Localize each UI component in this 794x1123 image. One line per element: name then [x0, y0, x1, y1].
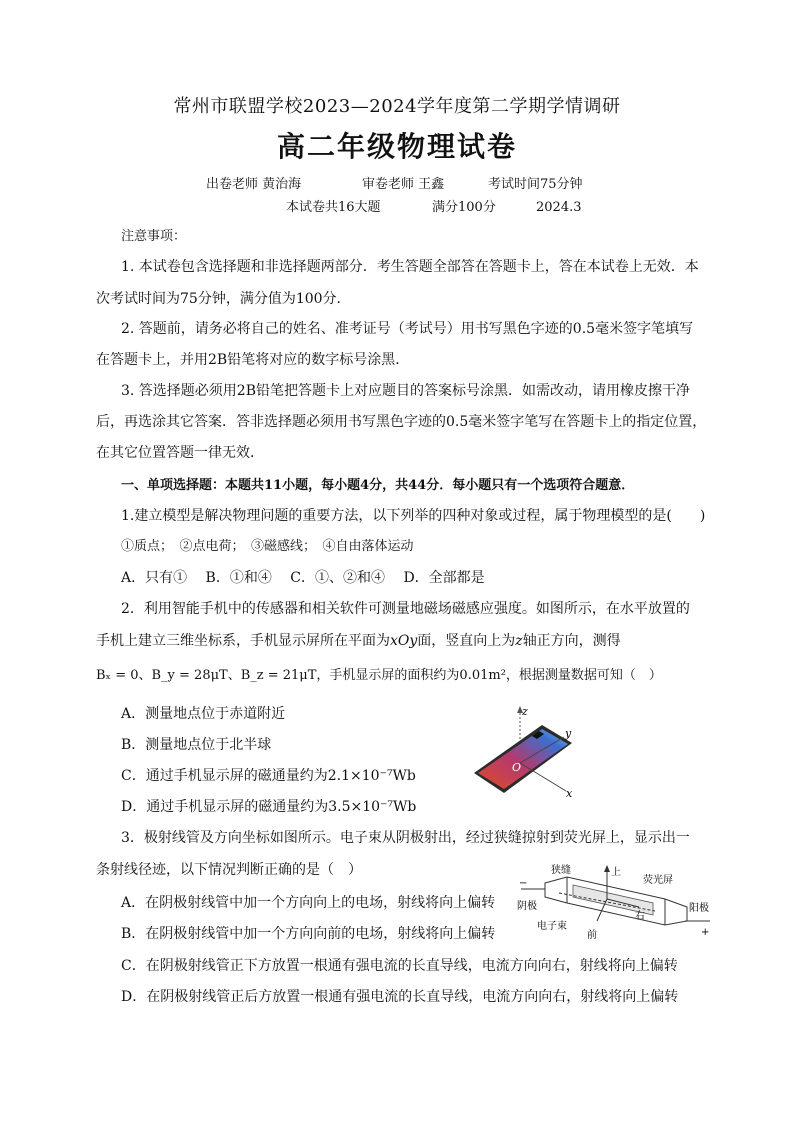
origin-label: O	[512, 761, 522, 774]
q3-stem-line2: 条射线径迹，以下情况判断正确的是（ ）	[96, 862, 362, 878]
notice-line: 3. 答选择题必须用2B铅笔把答题卡上对应题目的答案标号涂黑．如需改动，请用橡皮擦干净	[121, 383, 691, 399]
q2-stem-line1: 2．利用智能手机中的传感器和相关软件可测量地磁场磁感应强度。如图所示，在水平放置的	[121, 601, 690, 617]
q2-option-b: B．测量地点位于北半球	[121, 737, 272, 753]
q2-option-d: D．通过手机显示屏的磁通量约为3.5×10⁻⁷Wb	[121, 799, 417, 815]
label-up: 上	[611, 867, 621, 878]
meta-reviewer: 审卷老师 王鑫	[362, 177, 445, 192]
meta-date: 2024.3	[536, 200, 582, 215]
meta-author: 出卷老师 黄治海	[206, 177, 302, 192]
q2-stem-line2	[96, 632, 621, 650]
cathode-ray-tube-figure	[515, 859, 715, 941]
q2-option-a: A．测量地点位于赤道附近	[121, 706, 286, 722]
q3-stem-line1: 3．极射线管及方向坐标如图所示。电子束从阴极射出，经过狭缝掠射到荧光屏上，显示出一	[121, 830, 690, 846]
q3-option-c: C．在阴极射线管正下方放置一根通有强电流的长直导线，电流方向向右，射线将向上偏转	[121, 958, 678, 974]
label-plus: +	[701, 927, 710, 938]
q3-option-d: D．在阴极射线管正后方放置一根通有强电流的长直导线，电流方向向右，射线将向上偏转	[121, 989, 679, 1005]
notice-line: 次考试时间为75分钟，满分值为100分．	[96, 291, 351, 307]
up-arrowhead	[604, 865, 610, 872]
phone-coordinate-figure	[472, 703, 602, 803]
notice-heading: 注意事项：	[121, 229, 187, 244]
label-anode: 阳极	[689, 903, 709, 914]
y-axis-label: y	[565, 727, 572, 740]
notice-line: 1. 本试卷包含选择题和非选择题两部分．考生答题全部答在答题卡上，答在本试卷上无效．本	[121, 259, 699, 275]
notice-line: 2. 答题前，请务必将自己的姓名、准考证号（考试号）用书写黑色字迹的0.5毫米签字笔填写	[121, 321, 694, 337]
exam-main-title: 高二年级物理试卷	[276, 130, 517, 163]
x-axis-line	[520, 763, 566, 791]
label-front: 前	[587, 930, 597, 941]
meta-question-count: 本试卷共16大题	[286, 200, 381, 215]
q2-axis-label: z	[515, 633, 523, 649]
label-cathode: 阴极	[517, 901, 537, 912]
q1-items: ①质点； ②点电荷； ③磁感线； ④自由落体运动	[121, 539, 414, 554]
notice-line: 在答题卡上，并用2B铅笔将对应的数字标号涂黑．	[96, 352, 410, 368]
q2-stem-text: 手机上建立三维坐标系，手机显示屏所在平面为	[96, 633, 390, 649]
meta-duration: 考试时间75分钟	[488, 177, 583, 192]
exam-header-title: 常州市联盟学校2023—2024学年度第二学期学情调研	[173, 96, 621, 117]
q3-option-b: B．在阴极射线管中加一个方向向前的电场，射线将向上偏转	[121, 926, 496, 942]
notice-line: 在其它位置答题一律无效．	[96, 445, 264, 461]
q2-plane-label: xOy	[390, 633, 418, 649]
meta-full-score: 满分100分	[432, 200, 496, 215]
x-axis-label: x	[566, 787, 573, 800]
section-heading: 一、单项选择题：本题共11小题，每小题4分，共44分．每小题只有一个选项符合题意．	[121, 478, 635, 493]
q2-stem-text: 轴正方向，测得	[522, 633, 621, 649]
q3-option-a: A．在阴极射线管中加一个方向向上的电场，射线将向上偏转	[121, 895, 496, 911]
q2-stem-text: 面，竖直向上为	[417, 633, 516, 649]
q2-stem-line3: Bₓ = 0、B_y = 28μT、B_z = 21μT，手机显示屏的面积约为0.01m²，根据测量数据可知（ ）	[96, 668, 662, 683]
q1-options: A．只有① B．①和④ C．①、②和④ D．全部都是	[121, 570, 485, 586]
label-right: 右	[635, 911, 645, 922]
z-axis-label: z	[522, 705, 528, 718]
label-minus: −	[519, 878, 528, 889]
label-beam: 电子束	[537, 921, 567, 932]
label-slit: 狭缝	[551, 865, 571, 876]
notice-line: 后，再选涂其它答案．答非选择题必须用书写黑色字迹的0.5毫米签字笔写在答题卡上的指定位置，	[96, 414, 707, 430]
q1-stem: 1.建立模型是解决物理问题的重要方法，以下列举的四种对象或过程，属于物理模型的是( )	[121, 508, 706, 524]
phone-body	[474, 725, 572, 793]
label-screen: 荧光屏	[643, 875, 673, 886]
q2-option-c: C．通过手机显示屏的磁通量约为2.1×10⁻⁷Wb	[121, 768, 416, 784]
